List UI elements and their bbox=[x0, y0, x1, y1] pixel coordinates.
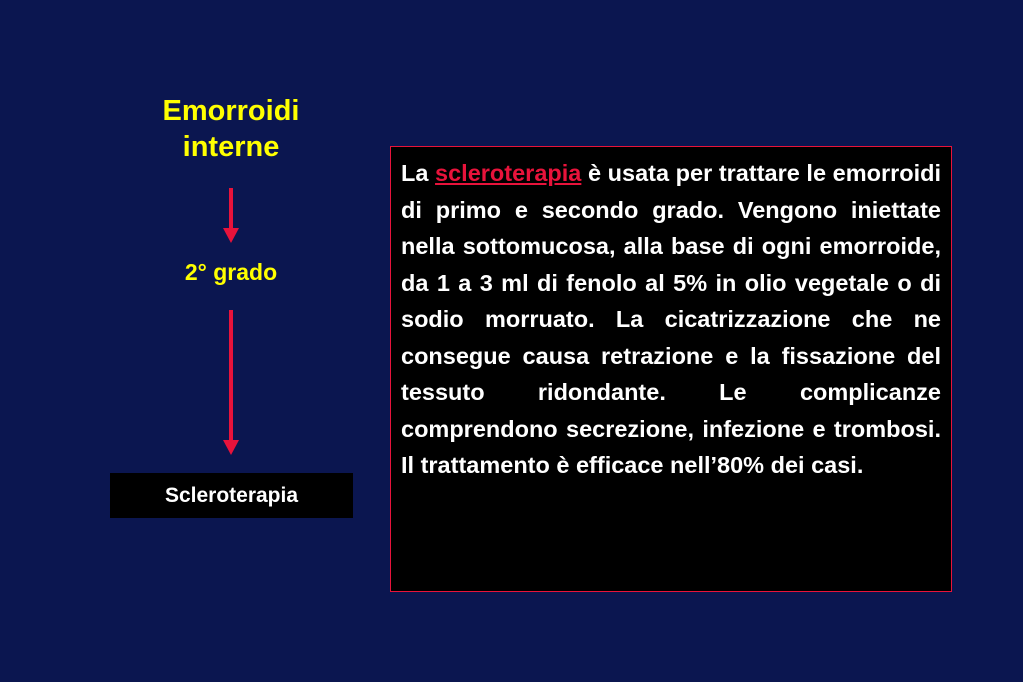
treatment-box: Scleroterapia bbox=[110, 473, 353, 518]
description-box bbox=[390, 146, 952, 592]
down-arrow-icon bbox=[222, 188, 240, 244]
down-arrow-icon bbox=[222, 310, 240, 456]
grade-label: 2° grado bbox=[184, 259, 278, 285]
highlighted-term: scleroterapia bbox=[435, 160, 582, 186]
description-body: è usata per trattare le emorroidi di primo e secondo grado. Vengono iniettate nella sottomucosa, alla base di ogni emorroide, da 1 a 3 ml di fenolo al 5% in olio vegetale o di sodio morruato. La cicatrizzazione che ne consegue causa retrazione e la fissazione del tessuto ridondante. Le complicanze comprendono secrezione, infezione e trombosi. Il trattamento è efficace nell’80% dei casi. bbox=[401, 160, 941, 478]
description-intro: La bbox=[401, 160, 436, 186]
description-text bbox=[401, 155, 941, 484]
flow-title: Emorroidi interne bbox=[162, 95, 300, 163]
